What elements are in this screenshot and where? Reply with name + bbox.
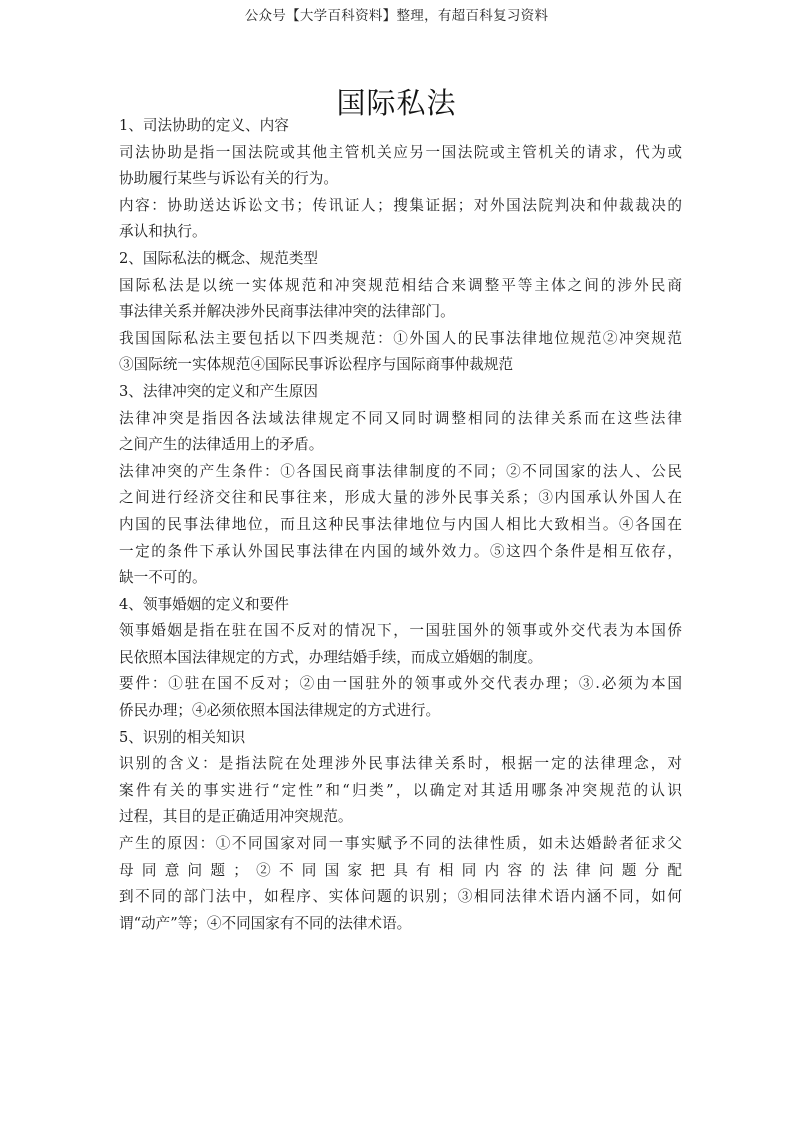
- paragraph-line: 内国的民事法律地位，而且这种民事法律地位与内国人相比大致相当。④各国在: [119, 515, 682, 533]
- section-2: [119, 246, 682, 379]
- paragraph-line: 法律冲突是指因各法域法律规定不同又同时调整相同的法律关系而在这些法律: [119, 409, 682, 427]
- paragraph-line: 要件：①驻在国不反对；②由一国驻外的领事或外交代表办理；③.必须为本国: [119, 675, 682, 693]
- section-4: [119, 592, 682, 725]
- paragraph-line: 领事婚姻是指在驻在国不反对的情况下，一国驻国外的领事或外交代表为本国侨: [119, 622, 682, 640]
- paragraph-line: 缺一不可的。: [119, 569, 207, 587]
- paragraph-line: 事法律关系并解决涉外民商事法律冲突的法律部门。: [119, 303, 455, 321]
- paragraph-line: 协助履行某些与诉讼有关的行为。: [119, 170, 338, 188]
- paragraph-line: 民依照本国法律规定的方式，办理结婚手续，而成立婚姻的制度。: [119, 648, 543, 666]
- section-heading: 1、司法协助的定义、内容: [119, 117, 289, 134]
- paragraph-line: 侨民办理；④必须依照本国法律规定的方式进行。: [119, 702, 441, 720]
- section-1: [119, 113, 682, 246]
- paragraph-line: 承认和执行。: [119, 223, 207, 241]
- paragraph-line: 识别的含义：是指法院在处理涉外民事法律关系时，根据一定的法律理念，对: [119, 755, 682, 773]
- paragraph-line: 司法协助是指一国法院或其他主管机关应另一国法院或主管机关的请求，代为或: [119, 143, 682, 161]
- paragraph-line: 我国国际私法主要包括以下四类规范：①外国人的民事法律地位规范②冲突规范: [119, 329, 682, 347]
- section-heading: 4、领事婚姻的定义和要件: [119, 595, 289, 613]
- paragraph-line: 内容：协助送达诉讼文书；传讯证人；搜集证据；对外国法院判决和仲裁裁决的: [119, 196, 682, 214]
- paragraph-line: 谓“动产”等；④不同国家有不同的法律术语。: [119, 914, 412, 932]
- paragraph-line: 之间产生的法律适用上的矛盾。: [119, 436, 324, 454]
- paragraph-line: 之间进行经济交往和民事往来，形成大量的涉外民事关系；③内国承认外国人在: [119, 489, 682, 507]
- section-heading: 5、识别的相关知识: [119, 728, 246, 746]
- paragraph-line: 到不同的部门法中，如程序、实体问题的识别；③相同法律术语内涵不同，如何: [119, 888, 682, 906]
- document-body: [119, 113, 682, 937]
- paragraph-line: 案件有关的事实进行“定性”和“归类”，以确定对其适用哪条冲突规范的认识: [119, 781, 682, 799]
- paragraph-line: 国际私法是以统一实体规范和冲突规范相结合来调整平等主体之间的涉外民商: [119, 276, 682, 294]
- document-title: 国际私法: [336, 86, 457, 121]
- paragraph-line: 一定的条件下承认外国民事法律在内国的域外效力。⑤这四个条件是相互依存，: [119, 542, 682, 560]
- section-3: [119, 379, 682, 592]
- section-heading: 3、法律冲突的定义和产生原因: [119, 382, 319, 400]
- section-heading: 2、国际私法的概念、规范类型: [119, 249, 319, 267]
- header-note: 公众号【大学百科资料】整理，有超百科复习资料: [244, 8, 549, 24]
- paragraph-line: 法律冲突的产生条件：①各国民商事法律制度的不同；②不同国家的法人、公民: [119, 462, 682, 480]
- paragraph-line: ③国际统一实体规范④国际民事诉讼程序与国际商事仲裁规范: [119, 356, 514, 374]
- section-5: [119, 725, 682, 938]
- paragraph-line: 母同意问题；②不同国家把具有相同内容的法律问题分配: [119, 861, 682, 879]
- paragraph-line: 产生的原因：①不同国家对同一事实赋予不同的法律性质，如未达婚龄者征求父: [119, 835, 682, 853]
- paragraph-line: 过程，其目的是正确适用冲突规范。: [119, 808, 353, 826]
